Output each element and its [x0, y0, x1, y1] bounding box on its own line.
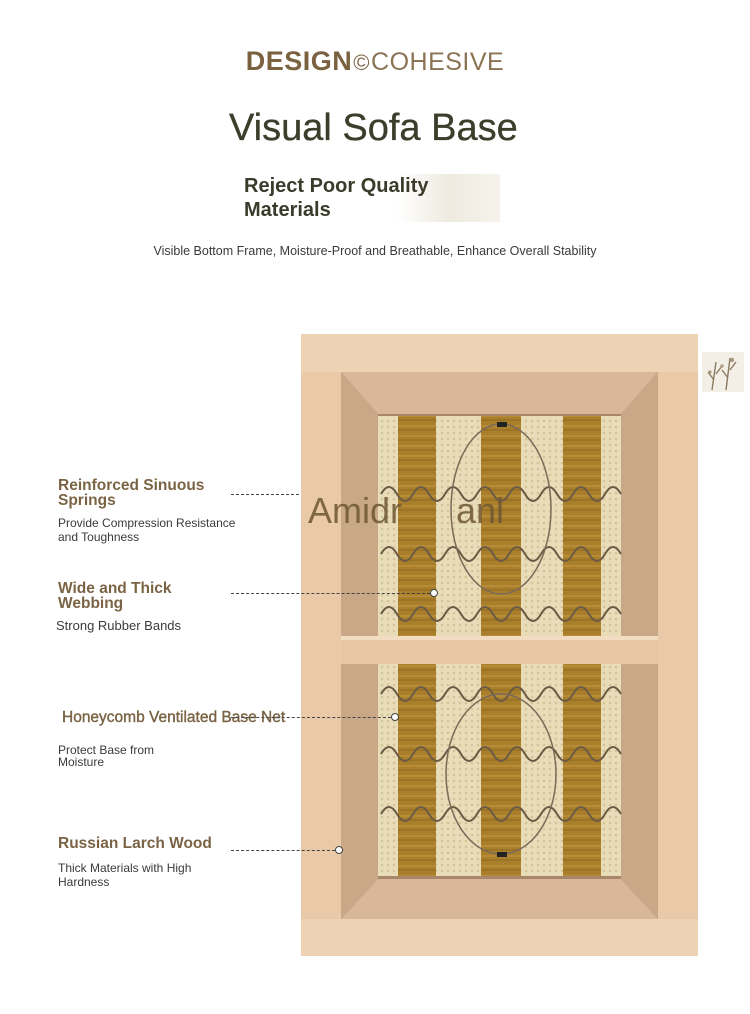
- leader-line: [231, 494, 299, 495]
- feature-description: Thick Materials with High Hardness: [58, 861, 192, 889]
- page-title: Visual Sofa Base: [229, 107, 518, 149]
- feature-larch-wood: [58, 836, 238, 889]
- feature-title: Wide and Thick Webbing: [58, 580, 172, 612]
- feature-ventilated-net: [58, 709, 312, 769]
- feature-title: Russian Larch Wood: [58, 835, 212, 852]
- brand-logo: [0, 46, 750, 77]
- leaf-decoration-icon: [702, 352, 744, 392]
- leader-line: [231, 593, 430, 594]
- page-subtitle: [244, 174, 500, 222]
- leader-line: [231, 850, 335, 851]
- tagline: Visible Bottom Frame, Moisture-Proof and Breathable, Enhance Overall Stability: [153, 244, 597, 258]
- feature-title: Reinforced Sinuous Springs: [58, 477, 205, 509]
- feature-sinuous-springs: [58, 478, 238, 544]
- watermark-head: Amidr: [308, 490, 403, 531]
- brand-light: COHESIVE: [371, 48, 505, 76]
- photo-watermark-text: [308, 490, 504, 532]
- pointer-dot-icon: [430, 589, 438, 597]
- copyright-icon: ©: [353, 50, 371, 75]
- sofa-base-photo: [301, 334, 698, 956]
- feature-title: Honeycomb Ventilated Base Net: [62, 709, 286, 726]
- leader-line: [231, 717, 391, 718]
- pointer-dot-icon: [335, 846, 343, 854]
- watermark-tail: anl: [456, 490, 505, 531]
- subtitle-text: Reject Poor Quality Materials: [244, 175, 429, 221]
- feature-description: Provide Compression Resistance and Toughness: [58, 516, 236, 544]
- feature-description: Protect Base from Moisture: [58, 743, 155, 769]
- brand-bold: DESIGN: [245, 46, 353, 76]
- feature-description: Strong Rubber Bands: [56, 618, 182, 633]
- pointer-dot-icon: [391, 713, 399, 721]
- feature-webbing: [58, 581, 208, 633]
- sofa-frame-illustration: [301, 334, 698, 956]
